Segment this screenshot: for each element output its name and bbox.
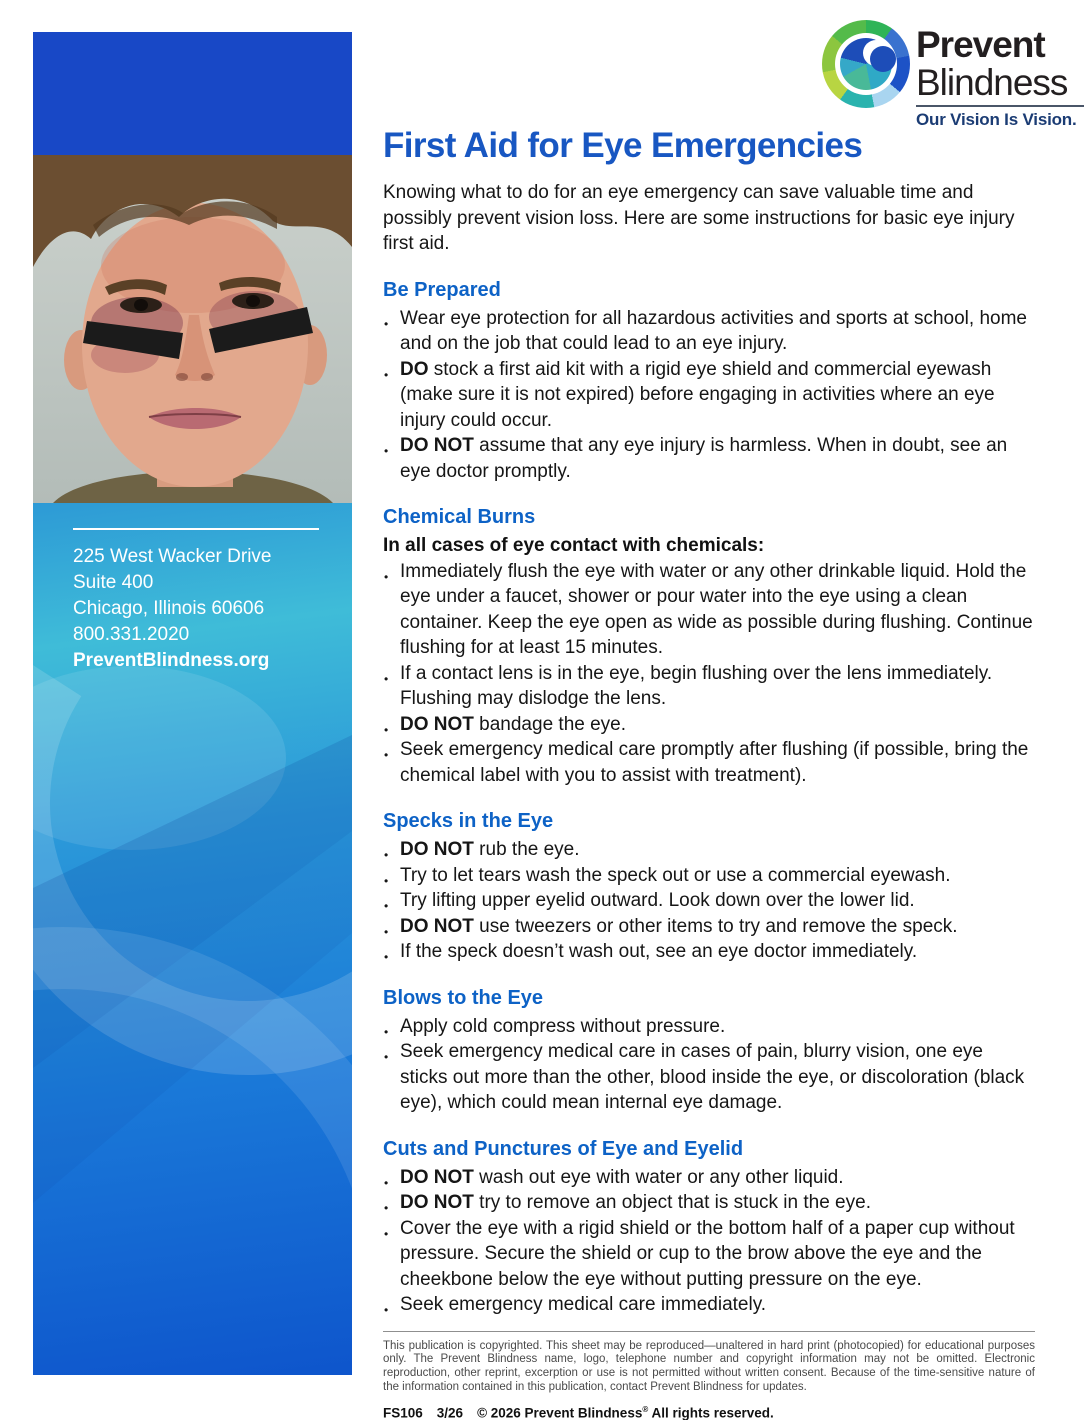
bullet-item bbox=[383, 1190, 1035, 1216]
registered-mark: ® bbox=[642, 1405, 648, 1414]
bullet-item bbox=[383, 1216, 1035, 1293]
section-heading: Specks in the Eye bbox=[383, 810, 1035, 833]
bullet-text: assume that any eye injury is harmless. When in doubt, see an eye doctor promptly. bbox=[400, 435, 1007, 482]
sidebar-gradient-panel bbox=[33, 503, 352, 1375]
bullet-text: stock a first aid kit with a rigid eye shield and commercial eyewash (make sure it is not expired) before engaging in activities where an eye injury could occur. bbox=[400, 359, 995, 431]
website-link: PreventBlindness.org bbox=[73, 648, 272, 674]
bullet-item bbox=[383, 433, 1035, 484]
bullet-text: try to remove an object that is stuck in the eye. bbox=[474, 1192, 871, 1213]
bullet-item bbox=[383, 357, 1035, 434]
bullet-text: Immediately flush the eye with water or any other drinkable liquid. Hold the eye under a faucet, shower or pour water into the eye using a clean container. Keep the eye open as wide as possible during flushing. Continue flushing for at least 15 minutes. bbox=[400, 561, 1033, 659]
bullet-list bbox=[383, 306, 1035, 485]
bullet-text: Seek emergency medical care immediately. bbox=[400, 1294, 766, 1315]
bullet-item bbox=[383, 837, 1035, 863]
address-line: Suite 400 bbox=[73, 570, 272, 596]
address-line: 225 West Wacker Drive bbox=[73, 544, 272, 570]
bullet-item bbox=[383, 712, 1035, 738]
section-heading: Be Prepared bbox=[383, 279, 1035, 302]
bullet-item bbox=[383, 939, 1035, 965]
bullet-text: Seek emergency medical care promptly after flushing (if possible, bring the chemical label with you to assist with treatment). bbox=[400, 739, 1028, 786]
bullet-item bbox=[383, 888, 1035, 914]
section bbox=[383, 1138, 1035, 1318]
bullet-item bbox=[383, 1292, 1035, 1318]
copyright-text: This publication is copyrighted. This sheet may be reproduced—unaltered in hard print (photocopied) for educational purposes only. The Prevent Blindness name, logo, telephone number and copyright information may not be omitted. Electronic reproduction, other reprint, excerption or use is not permitted without written consent. Because of the time-sensitive nature of the information contained in this publication, contact Prevent Blindness for updates. bbox=[383, 1340, 1035, 1395]
logo-name-bottom: Blindness bbox=[916, 63, 1084, 102]
bullet-emphasis: DO NOT bbox=[400, 1192, 474, 1213]
bullet-text: Try lifting upper eyelid outward. Look down over the lower lid. bbox=[400, 890, 915, 911]
sections bbox=[383, 279, 1035, 1318]
bullet-item bbox=[383, 1039, 1035, 1116]
address-divider bbox=[73, 528, 319, 530]
page-title: First Aid for Eye Emergencies bbox=[383, 126, 1035, 166]
rights-suffix: All rights reserved. bbox=[648, 1405, 774, 1420]
sidebar-top-block bbox=[33, 32, 352, 155]
bullet-text: Wear eye protection for all hazardous activities and sports at school, home and on the job that could lead to an eye injury. bbox=[400, 308, 1027, 355]
main-content bbox=[383, 0, 1035, 1420]
section bbox=[383, 810, 1035, 965]
section-subheading: In all cases of eye contact with chemicals: bbox=[383, 533, 1035, 559]
bullet-item bbox=[383, 737, 1035, 788]
address-line: Chicago, Illinois 60606 bbox=[73, 596, 272, 622]
bullet-emphasis: DO NOT bbox=[400, 839, 474, 860]
bullet-item bbox=[383, 661, 1035, 712]
bullet-item bbox=[383, 914, 1035, 940]
address-line: 800.331.2020 bbox=[73, 622, 272, 648]
publication-date: 3/26 bbox=[437, 1405, 463, 1420]
bullet-item bbox=[383, 863, 1035, 889]
publication-code-line bbox=[383, 1405, 1035, 1420]
bullet-emphasis: DO NOT bbox=[400, 916, 474, 937]
bullet-emphasis: DO NOT bbox=[400, 435, 474, 456]
address-block bbox=[73, 544, 272, 674]
section-heading: Chemical Burns bbox=[383, 506, 1035, 529]
bullet-text: use tweezers or other items to try and remove the speck. bbox=[474, 916, 958, 937]
bullet-text: Try to let tears wash the speck out or use a commercial eyewash. bbox=[400, 865, 951, 886]
bullet-text: bandage the eye. bbox=[474, 714, 626, 735]
bullet-item bbox=[383, 1014, 1035, 1040]
bullet-text: wash out eye with water or any other liquid. bbox=[474, 1167, 844, 1188]
bullet-text: Seek emergency medical care in cases of pain, blurry vision, one eye sticks out more than the other, blood inside the eye, or discoloration (black eye), which could mean internal eye damage. bbox=[400, 1041, 1024, 1113]
rights-text: © 2026 Prevent Blindness bbox=[477, 1405, 642, 1420]
section-heading: Blows to the Eye bbox=[383, 987, 1035, 1010]
footer bbox=[383, 1331, 1035, 1420]
bullet-emphasis: DO bbox=[400, 359, 429, 380]
injured-boy-photo bbox=[33, 155, 352, 503]
bullet-item bbox=[383, 1165, 1035, 1191]
bullet-item bbox=[383, 559, 1035, 661]
section bbox=[383, 987, 1035, 1116]
intro-paragraph: Knowing what to do for an eye emergency can save valuable time and possibly prevent vision loss. Here are some instructions for basic eye injury first aid. bbox=[383, 180, 1035, 257]
publication-code: FS106 bbox=[383, 1405, 423, 1420]
logo-tagline: Our Vision Is Vision. bbox=[916, 110, 1084, 130]
bullet-item bbox=[383, 306, 1035, 357]
bullet-list bbox=[383, 837, 1035, 965]
bullet-list bbox=[383, 1014, 1035, 1116]
bullet-text: Cover the eye with a rigid shield or the bottom half of a paper cup without pressure. Secure the shield or cup to the brow above the eye and the cheekbone below the eye without putting pressure on the eye. bbox=[400, 1218, 1015, 1290]
section bbox=[383, 279, 1035, 485]
section bbox=[383, 506, 1035, 788]
bullet-emphasis: DO NOT bbox=[400, 1167, 474, 1188]
section-heading: Cuts and Punctures of Eye and Eyelid bbox=[383, 1138, 1035, 1161]
bullet-list bbox=[383, 559, 1035, 789]
bullet-list bbox=[383, 1165, 1035, 1318]
bullet-emphasis: DO NOT bbox=[400, 714, 474, 735]
footer-divider bbox=[383, 1331, 1035, 1332]
logo-name-top: Prevent bbox=[916, 26, 1084, 63]
bullet-text: Apply cold compress without pressure. bbox=[400, 1016, 725, 1037]
bullet-text: rub the eye. bbox=[474, 839, 580, 860]
sidebar bbox=[33, 32, 352, 1375]
bullet-text: If a contact lens is in the eye, begin flushing over the lens immediately. Flushing may dislodge the lens. bbox=[400, 663, 992, 710]
bullet-text: If the speck doesn’t wash out, see an eye doctor immediately. bbox=[400, 941, 917, 962]
